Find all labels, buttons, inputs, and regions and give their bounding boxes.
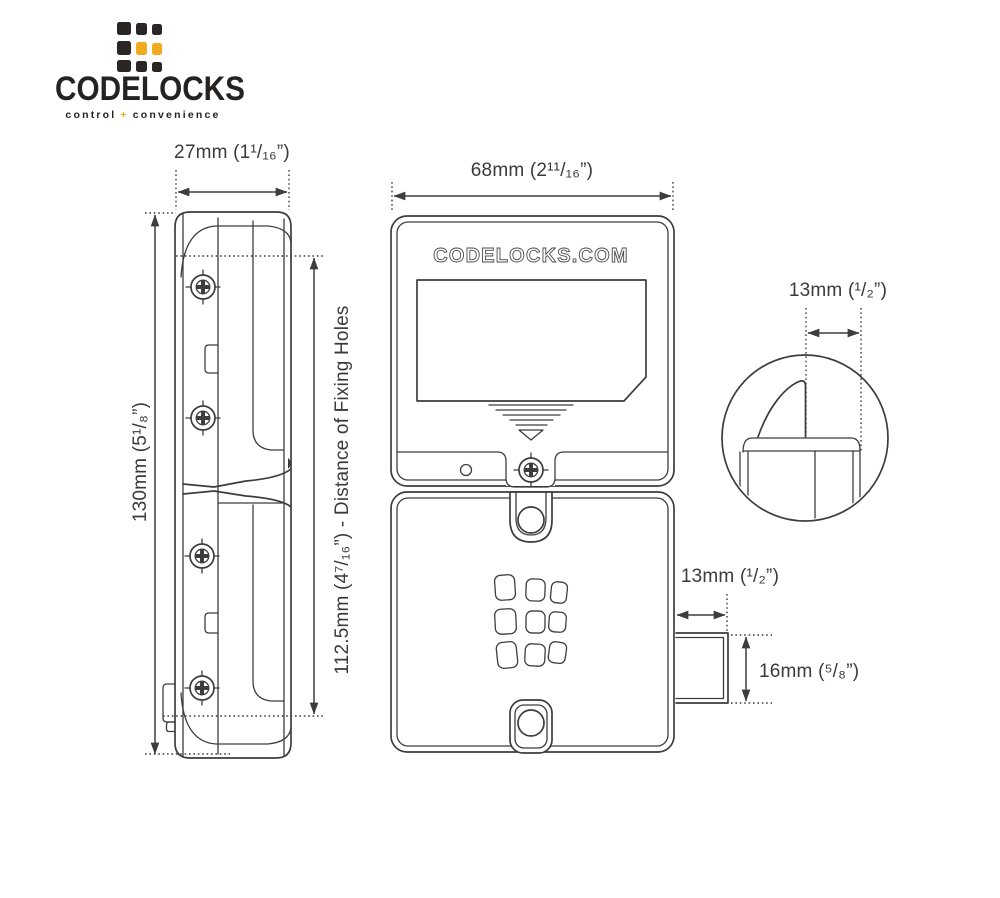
fixing-hole-icon	[186, 270, 220, 304]
codelocks-logo	[55, 22, 245, 121]
dim-side-width	[174, 142, 290, 210]
keypad-button	[548, 641, 568, 664]
dim-label: 27mm (1¹/₁₆”)	[174, 142, 290, 163]
keypad-button	[494, 574, 516, 600]
logo-grid-square-gold	[136, 42, 147, 55]
logo-grid-square	[117, 22, 131, 35]
detail-body-sides	[740, 450, 860, 530]
bottom-keyhole-tab	[510, 700, 552, 753]
latch-detail-view	[722, 355, 888, 530]
side-notch	[205, 613, 218, 633]
dim-label: 13mm (¹/₂”)	[680, 566, 780, 587]
side-view	[163, 212, 291, 758]
side-latch-step	[167, 722, 176, 732]
logo-grid-square-gold	[152, 43, 162, 55]
logo-grid-square	[152, 24, 162, 35]
dim-front-width	[392, 160, 673, 212]
logo-grid-icon	[117, 22, 162, 72]
detail-body-top	[743, 438, 860, 452]
side-top-cap	[181, 226, 291, 277]
logo-brand-text: CODELOCKS	[55, 70, 245, 108]
down-arrow-icon	[519, 430, 543, 440]
logo-tagline: control + convenience	[65, 109, 221, 121]
speaker-grille-icon	[489, 405, 573, 440]
dim-label: 13mm (¹/₂”)	[788, 280, 888, 301]
dim-overall-height	[130, 213, 230, 754]
front-face-label: CODELOCKS.COM	[433, 245, 629, 267]
keypad	[494, 574, 568, 669]
fixing-hole-icon	[185, 671, 219, 705]
dim-label: 68mm (2¹¹/₁₆”)	[470, 160, 594, 181]
side-split-lower	[183, 491, 291, 507]
side-notch	[205, 345, 218, 373]
display-window	[417, 280, 646, 401]
dim-label: 112.5mm (4⁷/₁₆”) - Distance of Fixing Holes	[332, 305, 353, 675]
logo-grid-square	[136, 23, 147, 35]
side-lower-cover	[253, 505, 284, 701]
dim-hook-depth	[789, 280, 887, 452]
keypad-button	[494, 608, 516, 634]
logo-grid-square	[117, 41, 131, 55]
latch-bolt	[676, 633, 728, 703]
dim-latch-height	[731, 635, 859, 703]
dim-label: 16mm (⁵/₈”)	[759, 661, 860, 682]
keypad-button	[548, 611, 566, 632]
keypad-button	[524, 643, 545, 666]
dim-fixing-holes	[163, 256, 353, 716]
fixing-hole-icon	[185, 539, 219, 573]
fixing-hole-icon	[186, 401, 220, 435]
dim-label: 130mm (5¹/₈”)	[130, 401, 151, 523]
front-view	[391, 216, 728, 753]
hook-fin-outline	[758, 381, 806, 437]
keypad-button	[526, 611, 545, 633]
keypad-button	[550, 581, 568, 604]
keypad-button	[496, 641, 519, 669]
side-split-upper	[183, 469, 291, 487]
led-indicator-icon	[461, 465, 472, 476]
keypad-button	[526, 579, 546, 602]
dim-latch-throw	[677, 566, 779, 631]
